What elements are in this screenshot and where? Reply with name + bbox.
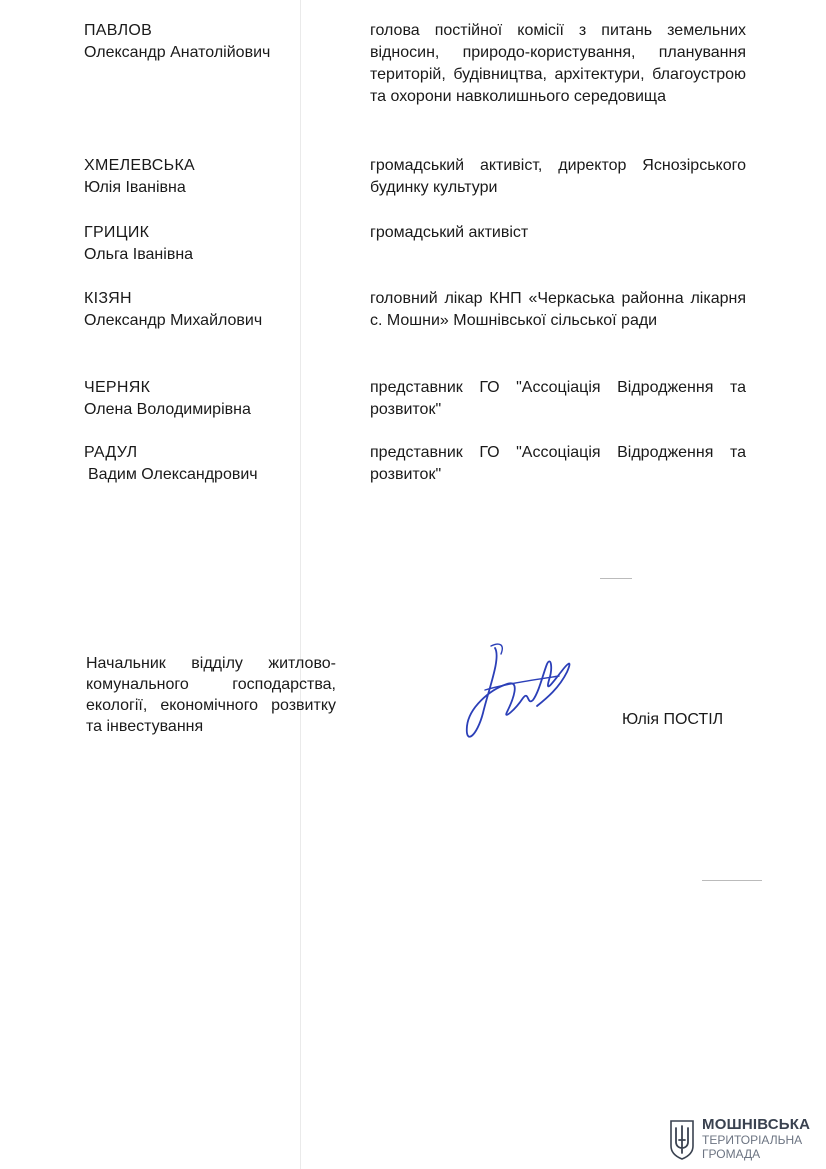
logo-subtitle: ГРОМАДА	[702, 1147, 761, 1161]
member-surname: ЧЕРНЯК	[84, 379, 151, 396]
member-surname: ХМЕЛЕВСЬКА	[84, 157, 196, 174]
member-name	[84, 222, 314, 266]
logo-subtitle: ТЕРИТОРІАЛЬНА	[702, 1133, 803, 1147]
member-role: голова постійної комісії з питань земельних відносин, природо-користування, планування територій, будівництва, архітектури, благоустрою та охорони навколишнього середовища	[370, 22, 746, 105]
member-role: представник ГО "Ассоціація Відродження та розвиток"	[370, 379, 746, 418]
scan-mark	[600, 578, 632, 579]
member-given-name: Ольга Іванівна	[84, 246, 194, 263]
trident-emblem-icon	[668, 1118, 696, 1160]
scan-mark	[702, 880, 762, 881]
member-surname: ПАВЛОВ	[84, 22, 153, 39]
signer-name: Юлія ПОСТІЛ	[622, 711, 724, 728]
member-name	[84, 155, 314, 199]
member-surname: РАДУЛ	[84, 444, 138, 461]
member-name	[84, 20, 314, 64]
member-role: представник ГО "Ассоціація Відродження та розвиток"	[370, 444, 746, 483]
member-surname: ГРИЦИК	[84, 224, 150, 241]
handwritten-signature	[455, 628, 585, 758]
member-name	[84, 442, 314, 486]
member-given-name: Олександр Михайлович	[84, 312, 263, 329]
signatory-position: Начальник відділу житлово-комунального господарства, екології, економічного розвитку та інвестування	[86, 655, 336, 735]
logo-title: МОШНІВСЬКА	[702, 1116, 811, 1133]
member-given-name: Олександр Анатолійович	[84, 44, 271, 61]
member-role: головний лікар КНП «Черкаська районна лікарня с. Мошни» Мошнівської сільської ради	[370, 290, 746, 329]
member-role: громадський активіст	[370, 224, 529, 241]
member-name	[84, 288, 314, 332]
community-logo	[668, 1116, 818, 1164]
member-given-name: Олена Володимирівна	[84, 401, 251, 418]
member-given-name: Юлія Іванівна	[84, 179, 186, 196]
member-surname: КІЗЯН	[84, 290, 132, 307]
member-given-name: Вадим Олександрович	[88, 466, 258, 483]
member-name	[84, 377, 314, 421]
member-role: громадський активіст, директор Яснозірського будинку культури	[370, 157, 746, 196]
